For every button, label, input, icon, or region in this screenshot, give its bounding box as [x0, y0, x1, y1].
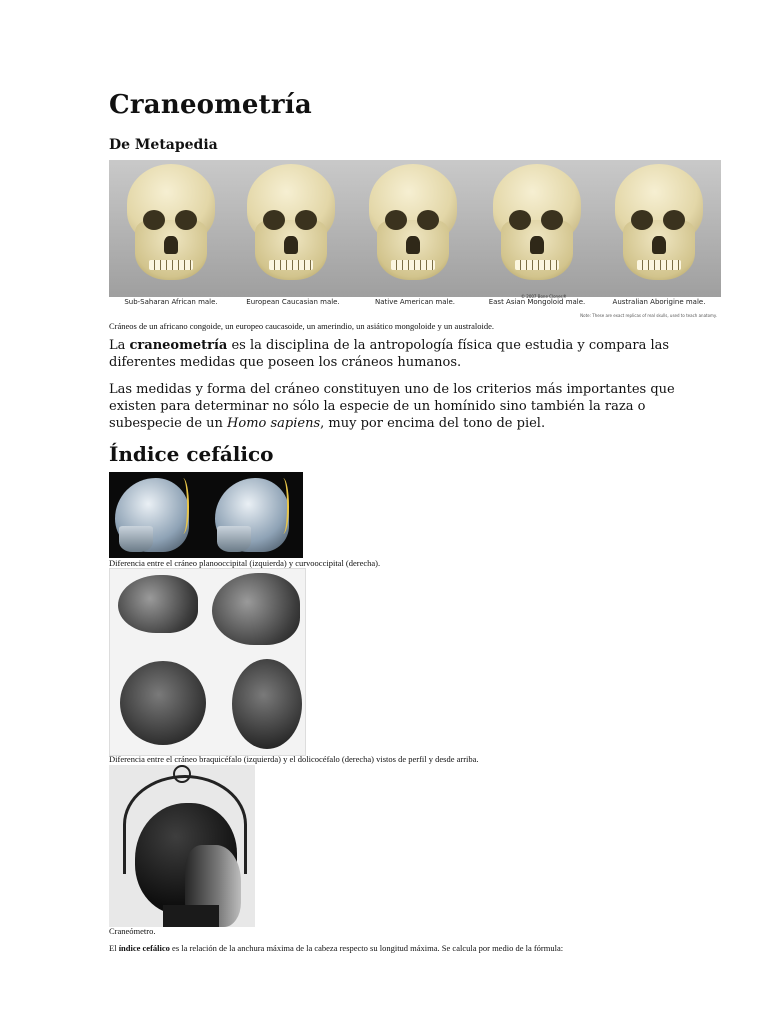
page-subtitle: De Metapedia: [109, 137, 218, 153]
figure-caption: Diferencia entre el cráneo planooccipital (izquierda) y curvooccipital (derecha).: [109, 558, 381, 568]
skulls-comparison-image: [109, 160, 721, 322]
section-heading: Índice cefálico: [109, 442, 274, 466]
image-note: Note: These are exact replicas of real skulls, used to teach anatomy.: [580, 313, 717, 318]
figure-caption: Cráneos de un africano congoide, un europeo caucasoide, un amerindio, un asiático mongoloide y un australoide.: [109, 321, 494, 331]
skull-label: Sub-Saharan African male.: [124, 298, 218, 306]
species-name: Homo sapiens: [227, 416, 321, 431]
criteria-paragraph: Las medidas y forma del cráneo constituyen uno de los criterios más importantes que existen para determinar no sólo la especie de un homínido sino también la raza o subespecie de un Homo sapiens, muy por encima del tono de piel.: [109, 382, 675, 431]
term-indice-cefalico: índice cefálico: [118, 943, 170, 953]
craniometer-photo: [109, 765, 255, 927]
term-craneometria: craneometría: [129, 338, 228, 353]
skull-label: Australian Aborigine male.: [612, 298, 706, 306]
cephalic-index-paragraph: El índice cefálico es la relación de la anchura máxima de la cabeza respecto su longitud máxima. Se calcula por medio de la fórmula:: [109, 943, 564, 953]
page-title: Craneometría: [109, 90, 312, 120]
skull-label: Native American male.: [374, 298, 455, 306]
skull-australian: [605, 164, 713, 298]
occipital-skulls-image: [109, 472, 303, 558]
skull-east-asian: [483, 164, 591, 298]
figure-caption: Craneómetro.: [109, 926, 156, 936]
skull-label: European Caucasian male.: [246, 298, 340, 306]
intro-paragraph: La craneometría es la disciplina de la antropología física que estudia y compara las diferentes medidas que poseen los cráneos humanos.: [109, 338, 670, 370]
cephalic-skulls-image: [109, 568, 306, 756]
skull-european: [237, 164, 345, 298]
figure-caption: Diferencia entre el cráneo braquicéfalo (izquierda) y el dolicocéfalo (derecha) vistos de perfil y desde arriba.: [109, 754, 479, 764]
image-copyright: © 2007 Bone Clones®: [521, 294, 567, 299]
skull-label: East Asian Mongoloid male.: [488, 298, 586, 306]
skull-native-american: [359, 164, 467, 298]
skull-african: [117, 164, 225, 298]
